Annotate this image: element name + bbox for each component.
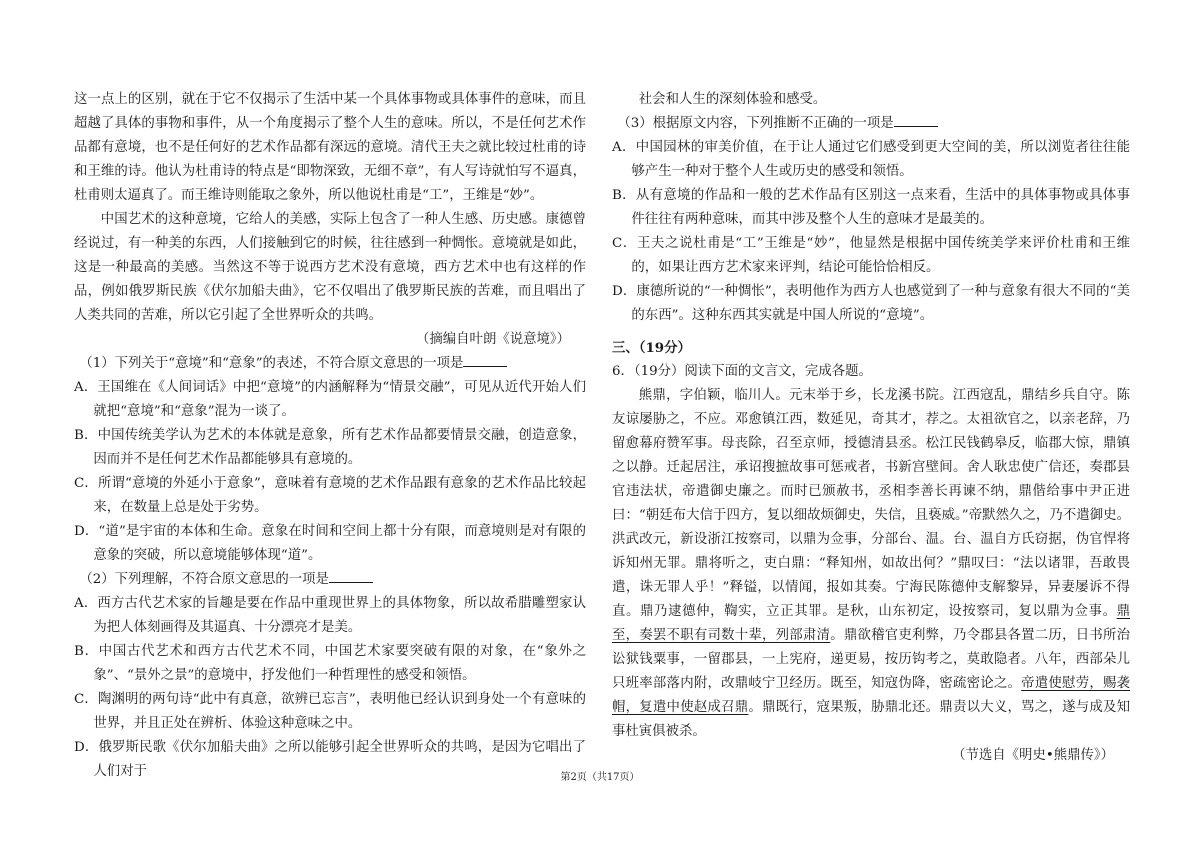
question-2-option-b: B．中国古代艺术和西方古代艺术不同，中国艺术家要突破有限的对象，在“象外之象”、“景外之景”的意境中，抒发他们一种哲理性的感受和领悟。 bbox=[74, 644, 586, 683]
page-footer: 第2页（共17页） bbox=[560, 772, 640, 783]
question-3-stem bbox=[612, 112, 1130, 136]
classical-text-1: 熊鼎，字伯颖，临川人。元末举于乡，长龙溪书院。江西寇乱，鼎结乡兵自守。陈友谅屡胁之，不应。邓愈镇江西，数延见，奇其才，荐之。太祖欲官之，以亲老辞，乃留愈幕府赞军事。母丧除，召至京师，授德清县丞。松江民钱鹤皋反，临郡大惊，鼎镇之以静。迁起居注，承诏搜摭故事可惩戒者，书新宫壁间。舍人耿忠使广信还，奏郡县官违法状，帝遣御史廉之。而时已颁赦书，丞相李善长再谏不纳，鼎偕给事中尹正进曰：“朝廷布大信于四方，复以细故烦御史，失信，且亵威。”帝默然久之，乃不遣御史。洪武改元，新设浙江按察司，以鼎为佥事，分部台、温。台、温自方氏窃据，伪官悍将诉知州无罪。鼎将听之，吏白鼎：“释知州，如故出何？”鼎叹曰：“法以诸罪，吾敢畏遣，诛无罪人乎！”释镒，以情闻，报如其奏。宁海民陈德仲支解黎异，异妻屡诉不得直。鼎乃逮德仲，鞫实，立正其罪。是秋，山东初定，设按察司，复以鼎为佥事。 bbox=[612, 388, 1130, 619]
section-heading: 三、（19分） bbox=[612, 340, 691, 356]
question-1-option-a: A．王国维在《人间词话》中把“意境”的内涵解释为“情景交融”，可见从近代开始人们就把“意境”和“意象”混为一谈了。 bbox=[74, 380, 586, 419]
passage-paragraph-2: 中国艺术的这种意境，它给人的美感，实际上包含了一种人生感、历史感。康德曾经说过，有一种美的东西，人们接触到它的时候，往往感到一种惆怅。意境就是如此，这是一种最高的美感。当然这不等于说西方艺术没有意境，西方艺术中也有这样的作品，例如俄罗斯民族《伏尔加船夫曲》，它不仅唱出了俄罗斯民族的苦难，而且唱出了人类共同的苦难，所以它引起了全世界听众的共鸣。 bbox=[74, 212, 586, 323]
left-column bbox=[74, 88, 586, 784]
question-3-text: （3）根据原文内容，下列推断不正确的一项是 bbox=[617, 116, 894, 131]
classical-passage bbox=[612, 384, 1130, 744]
question-2-option-d: D．俄罗斯民歌《伏尔加船夫曲》之所以能够引起全世界听众的共鸣，是因为它唱出了人们对于 bbox=[74, 740, 586, 779]
question-2-option-a: A．西方古代艺术家的旨趣是要在作品中重现世界上的具体物象，所以故希腊雕塑家认为把人体刻画得及其逼真、十分漂亮才是美。 bbox=[74, 596, 586, 635]
passage-paragraph-1: 这一点上的区别，就在于它不仅揭示了生活中某一个具体事物或具体事件的意味，而且超越了具体的事物和事件，从一个角度揭示了整个人生的意味。所以，不是任何艺术作品都有意境，也不是任何好的艺术作品都有深远的意境。清代王夫之就比较过杜甫的诗和王维的诗。他认为杜甫诗的特点是“即物深致，无细不章”，有人写诗就怕写不逼真，杜甫则太逼真了。而王维诗则能取之象外，所以他说杜甫是“工”，王维是“妙”。 bbox=[74, 92, 586, 203]
classical-text-2: 。鼎欲稽官吏利弊，乃令郡县各置二历，日书所治讼狱钱粟事，一留郡县，一上宪府，递更易，按历钩考之，莫敢隐者。八年，西部朵儿只班率部落内附，改鼎岐宁卫经历。既至，知寇伪降，密疏密论之。 bbox=[612, 628, 1131, 691]
right-column bbox=[612, 88, 1130, 768]
question-2-option-c: C．陶渊明的两句诗“此中有真意，欲辨已忘言”，表明他已经认识到身处一个有意味的世界，并且正处在辨析、体验这种意味之中。 bbox=[74, 692, 586, 731]
question-2-text: （2）下列理解，不符合原文意思的一项是 bbox=[79, 572, 329, 587]
question-1-option-c: C．所谓“意境的外延小于意象”，意味着有意境的艺术作品跟有意象的艺术作品比较起来，在数量上总是处于劣势。 bbox=[74, 476, 586, 515]
passage-source: （摘编自叶朗《说意境》） bbox=[416, 332, 570, 347]
question-1-option-b: B．中国传统美学认为艺术的本体就是意象，所有艺术作品都要情景交融，创造意象，因而并不是任何艺术作品都能够具有意境的。 bbox=[74, 428, 586, 467]
answer-blank bbox=[329, 568, 373, 583]
answer-blank bbox=[463, 352, 507, 367]
classical-source: （节选自《明史•熊鼎传》） bbox=[952, 748, 1114, 763]
question-6-intro: 6．（19分）阅读下面的文言文，完成各题。 bbox=[612, 364, 872, 379]
question-3-option-a: A．中国园林的审美价值，在于让人通过它们感受到更大空间的美，所以浏览者往往能够产生一种对于整个人生或历史的感受和领悟。 bbox=[612, 140, 1130, 179]
underlined-sentence-2: 帝遣使慰劳，赐袭帽，复遣中使赵成召鼎 bbox=[612, 676, 1130, 715]
question-2-stem bbox=[74, 568, 586, 592]
underlined-sentence-1: 鼎至，奏罢不职有司数十辈，列部肃清 bbox=[612, 604, 1130, 643]
classical-text-3: 。鼎既行，寇果叛，胁鼎北还。鼎责以大义，骂之，遂与成及知事杜寅俱被杀。 bbox=[612, 700, 1131, 739]
question-3-option-d: D．康德所说的“一种惆怅”，表明他作为西方人也感觉到了一种与意象有很大不同的“美的东西”。这种东西其实就是中国人所说的“意境”。 bbox=[612, 284, 1130, 323]
question-2-option-d-continued: 社会和人生的深刻体验和感受。 bbox=[638, 92, 827, 107]
question-3-option-b: B．从有意境的作品和一般的艺术作品有区别这一点来看，生活中的具体事物或具体事件往往有两种意味，而其中涉及整个人生的意味才是最美的。 bbox=[612, 188, 1130, 227]
question-3-option-c: C．王夫之说杜甫是“工”王维是“妙”，他显然是根据中国传统美学来评价杜甫和王维的，如果让西方艺术家来评判，结论可能恰恰相反。 bbox=[612, 236, 1130, 275]
answer-blank bbox=[894, 112, 938, 127]
question-1-stem bbox=[74, 352, 586, 376]
question-1-option-d: D．“道”是宇宙的本体和生命。意象在时间和空间上都十分有限，而意境则是对有限的意象的突破，所以意境能够体现“道”。 bbox=[74, 524, 586, 563]
question-1-text: （1）下列关于“意境”和“意象”的表述，不符合原文意思的一项是 bbox=[79, 356, 464, 371]
